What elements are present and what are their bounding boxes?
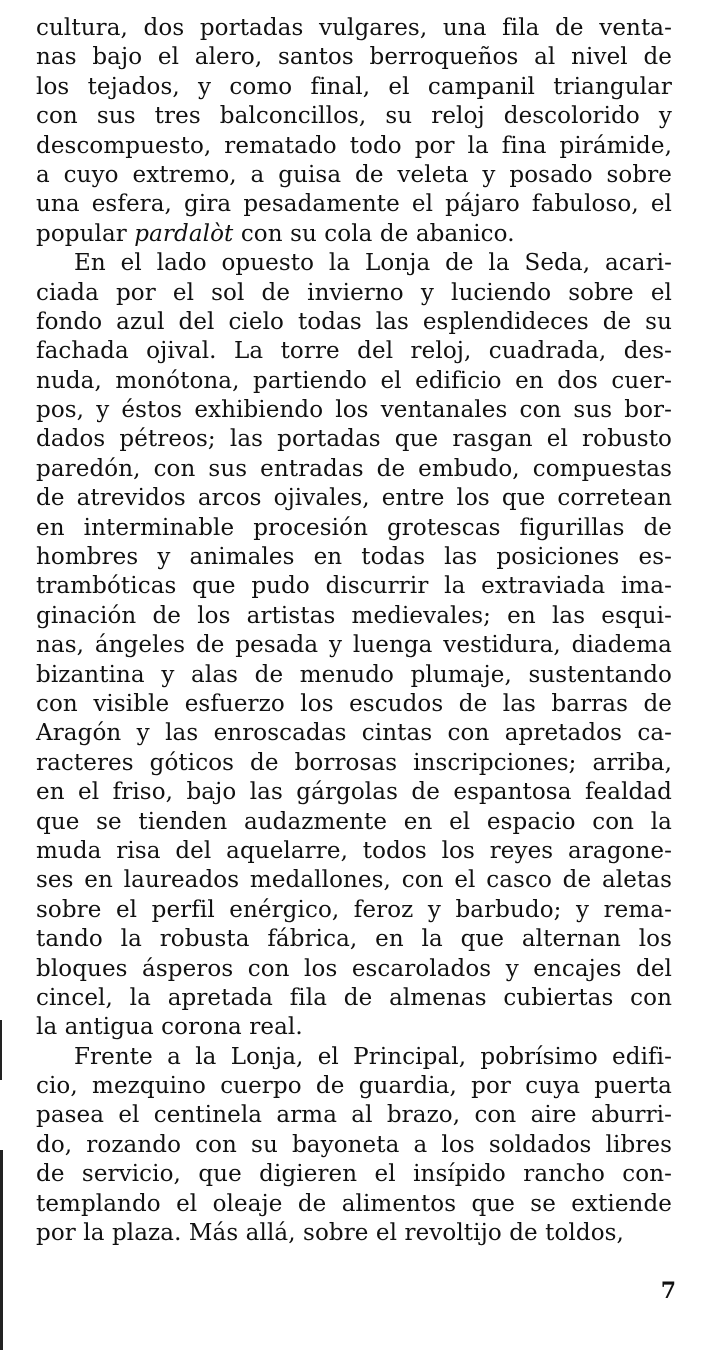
text-segment: Frente a la Lonja, el Principal, pobrísimo edifi-	[74, 1043, 672, 1070]
text-line	[36, 14, 672, 43]
text-line	[36, 249, 672, 278]
text-segment: pos, y éstos exhibiendo los ventanales con sus bor-	[36, 397, 672, 424]
text-segment: fachada ojival. La torre del reloj, cuadrada, des-	[36, 338, 672, 365]
paragraph	[36, 249, 672, 1043]
text-line	[36, 190, 672, 219]
text-line	[36, 102, 672, 131]
paragraph	[36, 1043, 672, 1249]
text-line	[36, 161, 672, 190]
text-segment: sobre el perfil enérgico, feroz y barbudo; y rema-	[36, 896, 672, 923]
text-segment: nas bajo el alero, santos berroqueños al nivel de	[36, 44, 672, 71]
text-segment: popular	[36, 220, 135, 247]
text-line	[36, 1072, 672, 1101]
text-line	[36, 572, 672, 601]
text-segment: nas, ángeles de pesada y luenga vestidura, diadema	[36, 632, 672, 659]
text-segment: con sus tres balconcillos, su reloj descolorido y	[36, 103, 672, 130]
text-line	[36, 367, 672, 396]
text-line	[36, 1160, 672, 1189]
text-segment: con visible esfuerzo los escudos de las barras de	[36, 690, 672, 717]
italic-term: pardalòt	[134, 220, 234, 247]
text-segment: bizantina y alas de menudo plumaje, sustentando	[36, 661, 672, 688]
text-line	[36, 132, 672, 161]
text-line	[36, 749, 672, 778]
text-line	[36, 719, 672, 748]
text-line	[36, 396, 672, 425]
text-segment: cincel, la apretada fila de almenas cubiertas con	[36, 984, 672, 1011]
text-line	[36, 837, 672, 866]
margin-mark	[0, 1150, 3, 1350]
text-segment: cio, mezquino cuerpo de guardia, por cuya puerta	[36, 1073, 672, 1100]
text-segment: tando la robusta fábrica, en la que alternan los	[36, 926, 672, 953]
text-segment: con su cola de abanico.	[233, 220, 515, 247]
page-number: 7	[660, 1278, 676, 1304]
text-segment: hombres y animales en todas las posiciones es-	[36, 544, 672, 571]
text-segment: de atrevidos arcos ojivales, entre los que corretean	[36, 485, 672, 512]
text-line	[36, 1013, 672, 1042]
text-segment: en interminable procesión grotescas figurillas de	[36, 514, 672, 541]
text-segment: templando el oleaje de alimentos que se extiende	[36, 1190, 672, 1217]
text-line	[36, 220, 672, 249]
text-line	[36, 543, 672, 572]
text-segment: nuda, monótona, partiendo el edificio en dos cuer-	[36, 367, 672, 394]
paragraph	[36, 14, 672, 249]
text-segment: dados pétreos; las portadas que rasgan el robusto	[36, 426, 672, 453]
text-segment: fondo azul del cielo todas las esplendideces de su	[36, 308, 672, 335]
text-segment: por la plaza. Más allá, sobre el revoltijo de toldos,	[36, 1220, 624, 1247]
text-segment: muda risa del aquelarre, todos los reyes aragone-	[36, 837, 672, 864]
text-line	[36, 308, 672, 337]
text-line	[36, 808, 672, 837]
text-line	[36, 1043, 672, 1072]
margin-mark	[0, 1020, 2, 1080]
text-segment: En el lado opuesto la Lonja de la Seda, acari-	[74, 250, 672, 277]
text-segment: ses en laureados medallones, con el casco de aletas	[36, 867, 672, 894]
text-segment: la antigua corona real.	[36, 1014, 303, 1041]
text-line	[36, 425, 672, 454]
text-segment: ciada por el sol de invierno y luciendo sobre el	[36, 279, 672, 306]
text-segment: una esfera, gira pesadamente el pájaro fabuloso, el	[36, 191, 672, 218]
text-line	[36, 43, 672, 72]
text-segment: trambóticas que pudo discurrir la extraviada ima-	[36, 573, 672, 600]
text-segment: los tejados, y como final, el campanil triangular	[36, 73, 672, 100]
text-segment: de servicio, que digieren el insípido rancho con-	[36, 1161, 672, 1188]
text-line	[36, 631, 672, 660]
text-line	[36, 661, 672, 690]
text-line	[36, 925, 672, 954]
text-line	[36, 1101, 672, 1130]
text-segment: cultura, dos portadas vulgares, una fila de venta-	[36, 15, 672, 41]
text-line	[36, 484, 672, 513]
text-line	[36, 690, 672, 719]
text-segment: do, rozando con su bayoneta a los soldados libres	[36, 1131, 672, 1158]
text-segment: a cuyo extremo, a guisa de veleta y posado sobre	[36, 161, 672, 188]
text-line	[36, 896, 672, 925]
text-segment: racteres góticos de borrosas inscripciones; arriba,	[36, 749, 672, 776]
text-line	[36, 73, 672, 102]
text-line	[36, 984, 672, 1013]
text-segment: Aragón y las enroscadas cintas con apretados ca-	[36, 720, 672, 747]
text-segment: pasea el centinela arma al brazo, con aire aburri-	[36, 1102, 672, 1129]
text-line	[36, 1219, 672, 1248]
text-segment: bloques ásperos con los escarolados y encajes del	[36, 955, 672, 982]
text-line	[36, 1131, 672, 1160]
body-text	[36, 14, 672, 1248]
text-line	[36, 279, 672, 308]
text-segment: paredón, con sus entradas de embudo, compuestas	[36, 455, 672, 482]
text-line	[36, 778, 672, 807]
text-line	[36, 337, 672, 366]
text-segment: en el friso, bajo las gárgolas de espantosa fealdad	[36, 779, 672, 806]
text-line	[36, 514, 672, 543]
text-line	[36, 1190, 672, 1219]
text-segment: que se tienden audazmente en el espacio con la	[36, 808, 672, 835]
text-segment: ginación de los artistas medievales; en las esqui-	[36, 602, 672, 629]
text-line	[36, 955, 672, 984]
text-line	[36, 866, 672, 895]
text-line	[36, 602, 672, 631]
text-segment: descompuesto, rematado todo por la fina pirámide,	[36, 132, 672, 159]
text-line	[36, 455, 672, 484]
